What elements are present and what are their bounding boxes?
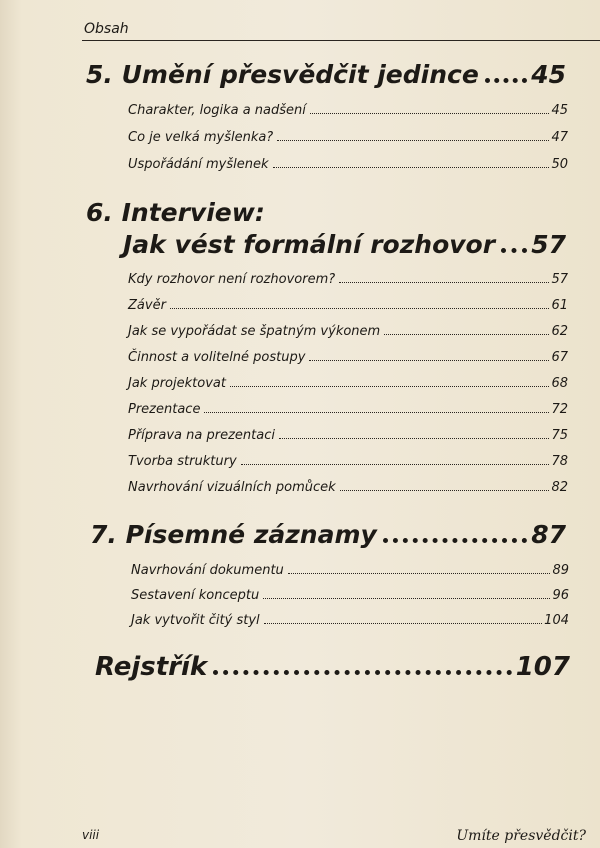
item-title: Tvorba struktury: [128, 454, 237, 469]
item-title: Závěr: [128, 298, 166, 313]
item-page: 78: [551, 454, 568, 469]
dot-leader: [263, 598, 550, 599]
chapter-page: 45: [531, 60, 566, 89]
dot-leader: [310, 113, 550, 114]
item-title: Příprava na prezentaci: [128, 428, 275, 443]
toc-item[interactable]: [128, 157, 568, 172]
item-title: Co je velká myšlenka?: [128, 130, 274, 145]
dot-leader: [485, 78, 527, 83]
toc-item[interactable]: [128, 130, 568, 145]
toc-item[interactable]: [131, 563, 569, 578]
item-title: Kdy rozhovor není rozhovorem?: [128, 272, 336, 287]
item-page: 104: [544, 613, 569, 628]
toc-item[interactable]: [128, 350, 568, 365]
dot-leader: [279, 438, 549, 439]
item-title: Jak vytvořit čitý styl: [131, 613, 260, 628]
dot-leader: [383, 538, 527, 543]
item-title: Sestavení konceptu: [131, 588, 260, 603]
chapter-7-entry[interactable]: [90, 520, 566, 549]
dot-leader: [204, 412, 549, 413]
toc-item[interactable]: [128, 480, 568, 495]
item-page: 45: [551, 103, 568, 118]
chapter-6-title-line1: 6. Interview:: [86, 198, 265, 227]
dot-leader: [213, 670, 512, 675]
dot-leader: [230, 386, 549, 387]
toc-item[interactable]: [128, 428, 568, 443]
dot-leader: [277, 140, 549, 141]
toc-item[interactable]: [128, 103, 568, 118]
item-page: 89: [552, 563, 569, 578]
toc-item[interactable]: [131, 613, 569, 628]
chapter-title: 5. Umění přesvědčit jedince: [86, 60, 479, 89]
chapter-title: Jak vést formální rozhovor: [123, 230, 496, 259]
chapter-5-entry[interactable]: [86, 60, 566, 89]
toc-item[interactable]: [128, 376, 568, 391]
chapter-page: 57: [531, 230, 566, 259]
item-page: 96: [552, 588, 569, 603]
item-title: Jak projektovat: [128, 376, 226, 391]
dot-leader: [340, 490, 550, 491]
item-page: 82: [551, 480, 568, 495]
chapter-page: 87: [531, 520, 566, 549]
item-title: Charakter, logika a nadšení: [128, 103, 306, 118]
dot-leader: [501, 248, 527, 253]
chapter-title: 7. Písemné záznamy: [90, 520, 377, 549]
toc-item[interactable]: [128, 324, 568, 339]
dot-leader: [339, 282, 549, 283]
item-page: 57: [551, 272, 568, 287]
chapter-6-entry[interactable]: [123, 230, 566, 259]
running-header: Obsah: [84, 21, 129, 37]
item-page: 62: [551, 324, 568, 339]
toc-item[interactable]: [128, 402, 568, 417]
item-title: Prezentace: [128, 402, 201, 417]
item-page: 68: [551, 376, 568, 391]
index-title: Rejstřík: [95, 652, 208, 682]
book-title-footer: Umíte přesvědčit?: [456, 828, 586, 844]
header-rule: [82, 40, 600, 41]
item-title: Jak se vypořádat se špatným výkonem: [128, 324, 381, 339]
item-page: 75: [551, 428, 568, 443]
toc-item[interactable]: [128, 454, 568, 469]
toc-item[interactable]: [131, 588, 569, 603]
page-number: viii: [82, 828, 100, 842]
item-page: 72: [551, 402, 568, 417]
item-title: Činnost a volitelné postupy: [128, 350, 306, 365]
dot-leader: [309, 360, 549, 361]
toc-item[interactable]: [128, 298, 568, 313]
item-title: Navrhování dokumentu: [131, 563, 284, 578]
dot-leader: [273, 167, 550, 168]
toc-item[interactable]: [128, 272, 568, 287]
item-page: 50: [551, 157, 568, 172]
index-page: 107: [515, 652, 570, 682]
index-entry[interactable]: [95, 652, 570, 682]
dot-leader: [241, 464, 550, 465]
item-page: 47: [551, 130, 568, 145]
item-title: Navrhování vizuálních pomůcek: [128, 480, 336, 495]
dot-leader: [384, 334, 549, 335]
item-page: 61: [551, 298, 568, 313]
item-page: 67: [551, 350, 568, 365]
dot-leader: [170, 308, 550, 309]
dot-leader: [264, 623, 543, 624]
dot-leader: [288, 573, 551, 574]
item-title: Uspořádání myšlenek: [128, 157, 269, 172]
